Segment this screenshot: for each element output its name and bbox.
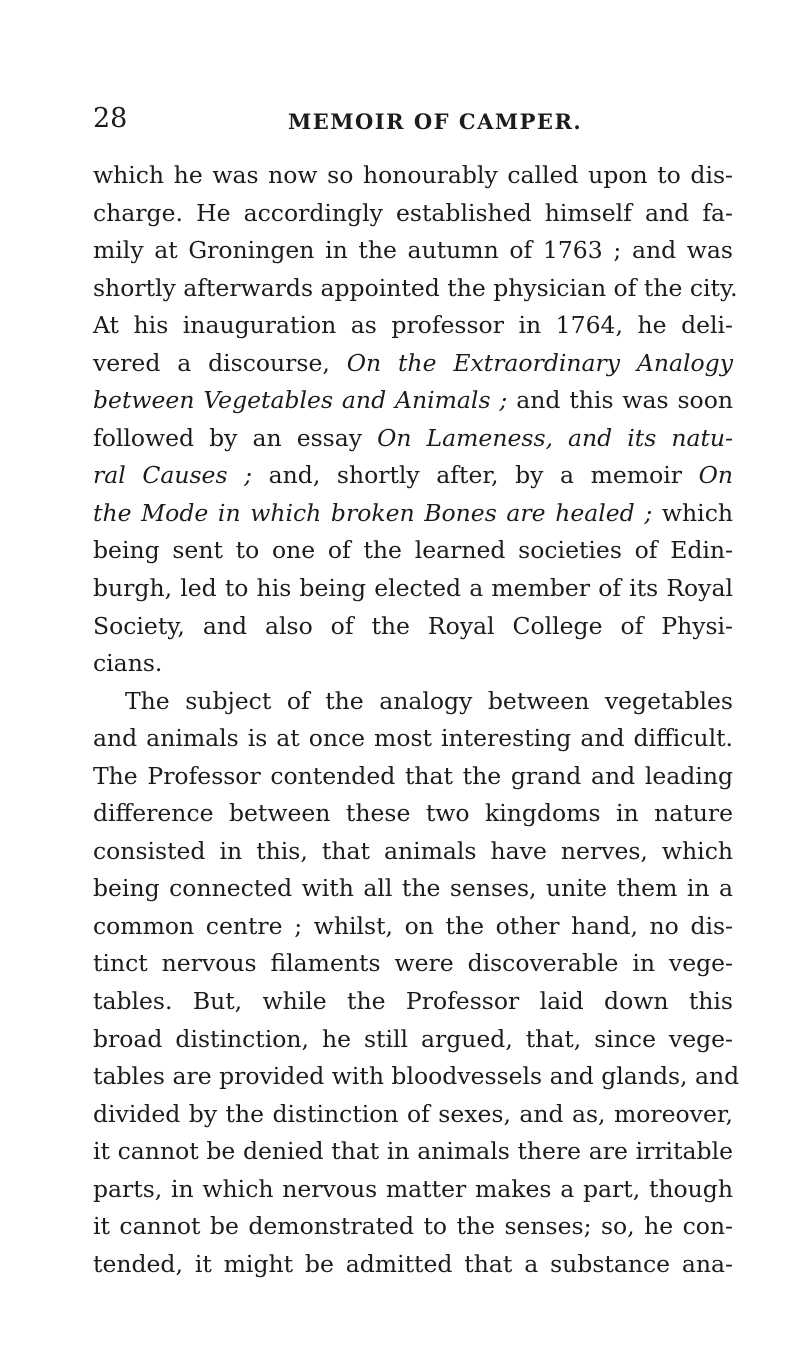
italic-title-text: the Mode in which broken Bones are healed ;	[93, 498, 653, 527]
italic-title-text: ral Causes ;	[93, 461, 253, 490]
text-segment: parts, in which nervous matter makes a part, though	[93, 1174, 733, 1203]
text-segment: it cannot be denied that in animals there are irritable	[93, 1137, 733, 1166]
text-segment: tinct nervous filaments were discoverable in vege-	[93, 949, 733, 978]
text-segment: tables are provided with bloodvessels and glands, and	[93, 1062, 740, 1091]
text-segment: tended, it might be admitted that a substance ana-	[93, 1249, 733, 1278]
text-line	[93, 908, 733, 946]
text-segment: and animals is at once most interesting and difficult.	[93, 724, 733, 753]
text-segment: vered a discourse,	[93, 348, 347, 377]
text-line	[93, 382, 733, 420]
text-line	[93, 683, 733, 721]
text-segment: being sent to one of the learned societies of Edin-	[93, 536, 733, 565]
text-line	[93, 457, 733, 495]
text-line	[93, 983, 733, 1021]
text-line	[93, 232, 733, 270]
text-line	[93, 870, 733, 908]
text-line	[93, 608, 733, 646]
text-segment: consisted in this, that animals have nerves, which	[93, 836, 733, 865]
body-text	[93, 157, 740, 1283]
text-segment: difference between these two kingdoms in nature	[93, 799, 733, 828]
text-line	[93, 1058, 740, 1096]
page-header	[93, 104, 740, 144]
text-segment: which he was now so honourably called upon to dis-	[93, 161, 733, 189]
text-line	[93, 307, 733, 345]
text-line	[93, 1133, 733, 1171]
text-line	[93, 758, 733, 796]
italic-title-text: between Vegetables and Animals ;	[93, 386, 508, 415]
text-line	[93, 1171, 733, 1209]
text-line	[93, 1021, 733, 1059]
text-segment: divided by the distinction of sexes, and as, moreover,	[93, 1099, 733, 1128]
text-segment: followed by an essay	[93, 423, 378, 452]
text-segment: Society, and also of the Royal College of Physi-	[93, 611, 733, 640]
text-segment: mily at Groningen in the autumn of 1763 ; and was	[93, 236, 733, 265]
text-segment: cians.	[93, 649, 163, 678]
text-line	[93, 420, 733, 458]
text-line	[93, 945, 733, 983]
text-line	[93, 570, 733, 608]
text-segment: and this was soon	[507, 386, 733, 415]
italic-title-text: On Lameness, and its natu-	[377, 423, 733, 452]
italic-title-text: On the Extraordinary Analogy	[346, 348, 733, 377]
text-line	[93, 645, 733, 683]
text-segment: charge. He accordingly established himself and fa-	[93, 198, 733, 227]
text-segment: being connected with all the senses, unite them in a	[93, 874, 733, 903]
italic-title-text: On	[698, 461, 733, 490]
text-line	[93, 532, 733, 570]
text-line	[93, 345, 733, 383]
text-segment: At his inauguration as professor in 1764, he deli-	[93, 311, 733, 340]
text-segment: broad distinction, he still argued, that, since vege-	[93, 1024, 733, 1053]
text-line	[93, 495, 733, 533]
text-segment: burgh, led to his being elected a member of its Royal	[93, 574, 733, 603]
text-line	[93, 157, 733, 195]
text-segment: and, shortly after, by a memoir	[252, 461, 699, 490]
text-segment: it cannot be demonstrated to the senses; so, he con-	[93, 1212, 733, 1241]
text-line	[93, 1096, 733, 1134]
text-line	[93, 195, 733, 233]
text-segment: which	[652, 498, 733, 527]
text-segment: The subject of the analogy between vegetables	[125, 686, 733, 715]
page-number: 28	[93, 103, 128, 134]
running-head: MEMOIR OF CAMPER.	[288, 109, 583, 134]
text-segment: shortly afterwards appointed the physician of the city.	[93, 273, 738, 302]
text-line	[93, 795, 733, 833]
text-segment: The Professor contended that the grand and leading	[93, 761, 733, 790]
text-segment: common centre ; whilst, on the other hand, no dis-	[93, 911, 733, 940]
text-line	[93, 833, 733, 871]
text-line	[93, 1208, 733, 1246]
text-line	[93, 1246, 733, 1284]
text-line	[93, 270, 738, 308]
text-segment: tables. But, while the Professor laid down this	[93, 987, 733, 1016]
text-line	[93, 720, 733, 758]
